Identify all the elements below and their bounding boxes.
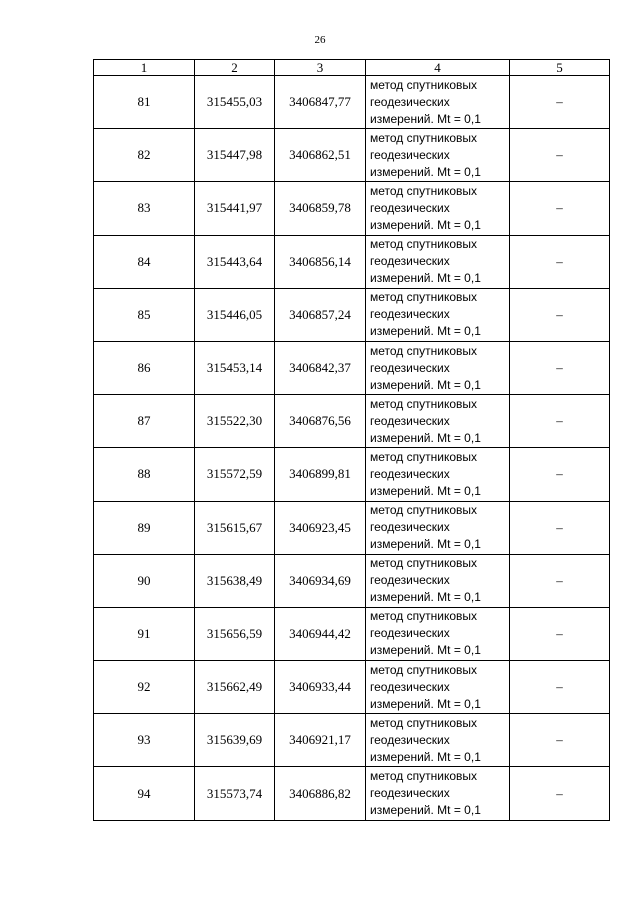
method-text-line: геодезических xyxy=(370,307,450,322)
point-number-cell: 92 xyxy=(94,661,195,714)
method-text-line: метод спутниковых xyxy=(370,77,478,92)
method-text-line: метод спутниковых xyxy=(370,343,478,358)
x-coordinate-cell: 315446,05 xyxy=(195,288,275,341)
table-row xyxy=(94,182,610,235)
y-coordinate-cell: 3406934,69 xyxy=(275,554,366,607)
point-number-cell: 81 xyxy=(94,76,195,129)
method-cell xyxy=(366,448,510,501)
method-text-line: измерений. Mt = 0,1 xyxy=(370,111,481,126)
x-coordinate-cell: 315441,97 xyxy=(195,182,275,235)
y-coordinate-cell: 3406856,14 xyxy=(275,235,366,288)
note-cell: – xyxy=(510,341,610,394)
method-text-line: геодезических xyxy=(370,413,450,428)
table-row xyxy=(94,129,610,182)
point-number-cell: 82 xyxy=(94,129,195,182)
method-cell xyxy=(366,661,510,714)
note-cell: – xyxy=(510,182,610,235)
x-coordinate-cell: 315447,98 xyxy=(195,129,275,182)
table-row xyxy=(94,767,610,820)
page-number: 26 xyxy=(314,34,326,46)
method-cell xyxy=(366,714,510,767)
x-coordinate-cell: 315615,67 xyxy=(195,501,275,554)
method-cell xyxy=(366,76,510,129)
y-coordinate-cell: 3406899,81 xyxy=(275,448,366,501)
method-text-line: метод спутниковых xyxy=(370,662,478,677)
point-number-cell: 83 xyxy=(94,182,195,235)
method-text-line: измерений. Mt = 0,1 xyxy=(370,803,481,818)
method-text-line: метод спутниковых xyxy=(370,769,478,784)
table-row xyxy=(94,661,610,714)
method-text-line: геодезических xyxy=(370,147,450,162)
method-text-line: измерений. Mt = 0,1 xyxy=(370,430,481,445)
point-number-cell: 84 xyxy=(94,235,195,288)
column-header: 4 xyxy=(366,60,510,76)
y-coordinate-cell: 3406847,77 xyxy=(275,76,366,129)
point-number-cell: 94 xyxy=(94,767,195,820)
y-coordinate-cell: 3406923,45 xyxy=(275,501,366,554)
y-coordinate-cell: 3406876,56 xyxy=(275,395,366,448)
method-text-line: метод спутниковых xyxy=(370,183,478,198)
method-cell xyxy=(366,341,510,394)
method-cell xyxy=(366,182,510,235)
method-text-line: геодезических xyxy=(370,94,450,109)
method-cell xyxy=(366,767,510,820)
method-cell xyxy=(366,235,510,288)
method-text-line: метод спутниковых xyxy=(370,237,478,252)
note-cell: – xyxy=(510,714,610,767)
method-text-line: метод спутниковых xyxy=(370,715,478,730)
note-cell: – xyxy=(510,767,610,820)
note-cell: – xyxy=(510,76,610,129)
note-cell: – xyxy=(510,501,610,554)
method-text-line: измерений. Mt = 0,1 xyxy=(370,696,481,711)
method-text-line: геодезических xyxy=(370,786,450,801)
method-text-line: измерений. Mt = 0,1 xyxy=(370,643,481,658)
x-coordinate-cell: 315656,59 xyxy=(195,607,275,660)
method-text-line: геодезических xyxy=(370,732,450,747)
method-text-line: метод спутниковых xyxy=(370,290,478,305)
table-row xyxy=(94,395,610,448)
method-text-line: геодезических xyxy=(370,466,450,481)
method-cell xyxy=(366,607,510,660)
table-row xyxy=(94,448,610,501)
x-coordinate-cell: 315573,74 xyxy=(195,767,275,820)
table-header-row xyxy=(94,60,610,76)
x-coordinate-cell: 315453,14 xyxy=(195,341,275,394)
method-text-line: измерений. Mt = 0,1 xyxy=(370,749,481,764)
method-text-line: измерений. Mt = 0,1 xyxy=(370,324,481,339)
method-text-line: метод спутниковых xyxy=(370,556,478,571)
method-text-line: метод спутниковых xyxy=(370,449,478,464)
method-cell xyxy=(366,395,510,448)
note-cell: – xyxy=(510,235,610,288)
point-number-cell: 86 xyxy=(94,341,195,394)
table-row xyxy=(94,235,610,288)
point-number-cell: 93 xyxy=(94,714,195,767)
column-header: 1 xyxy=(94,60,195,76)
note-cell: – xyxy=(510,395,610,448)
method-text-line: геодезических xyxy=(370,520,450,535)
column-header: 5 xyxy=(510,60,610,76)
method-text-line: измерений. Mt = 0,1 xyxy=(370,590,481,605)
method-text-line: метод спутниковых xyxy=(370,396,478,411)
method-cell xyxy=(366,554,510,607)
method-text-line: геодезических xyxy=(370,200,450,215)
x-coordinate-cell: 315443,64 xyxy=(195,235,275,288)
y-coordinate-cell: 3406921,17 xyxy=(275,714,366,767)
method-text-line: метод спутниковых xyxy=(370,609,478,624)
coordinates-table xyxy=(93,59,610,821)
y-coordinate-cell: 3406862,51 xyxy=(275,129,366,182)
point-number-cell: 91 xyxy=(94,607,195,660)
point-number-cell: 87 xyxy=(94,395,195,448)
note-cell: – xyxy=(510,607,610,660)
method-text-line: измерений. Mt = 0,1 xyxy=(370,537,481,552)
x-coordinate-cell: 315638,49 xyxy=(195,554,275,607)
note-cell: – xyxy=(510,129,610,182)
note-cell: – xyxy=(510,661,610,714)
method-text-line: метод спутниковых xyxy=(370,130,478,145)
method-text-line: геодезических xyxy=(370,254,450,269)
y-coordinate-cell: 3406857,24 xyxy=(275,288,366,341)
x-coordinate-cell: 315522,30 xyxy=(195,395,275,448)
x-coordinate-cell: 315572,59 xyxy=(195,448,275,501)
method-text-line: метод спутниковых xyxy=(370,503,478,518)
y-coordinate-cell: 3406944,42 xyxy=(275,607,366,660)
method-text-line: измерений. Mt = 0,1 xyxy=(370,377,481,392)
method-text-line: геодезических xyxy=(370,360,450,375)
method-text-line: геодезических xyxy=(370,626,450,641)
point-number-cell: 85 xyxy=(94,288,195,341)
method-cell xyxy=(366,288,510,341)
method-text-line: измерений. Mt = 0,1 xyxy=(370,217,481,232)
table-row xyxy=(94,554,610,607)
method-cell xyxy=(366,501,510,554)
y-coordinate-cell: 3406859,78 xyxy=(275,182,366,235)
note-cell: – xyxy=(510,554,610,607)
table-row xyxy=(94,288,610,341)
y-coordinate-cell: 3406933,44 xyxy=(275,661,366,714)
x-coordinate-cell: 315455,03 xyxy=(195,76,275,129)
method-text-line: измерений. Mt = 0,1 xyxy=(370,271,481,286)
table-body xyxy=(94,76,610,821)
table-row xyxy=(94,76,610,129)
y-coordinate-cell: 3406886,82 xyxy=(275,767,366,820)
note-cell: – xyxy=(510,288,610,341)
table-row xyxy=(94,607,610,660)
method-text-line: геодезических xyxy=(370,679,450,694)
y-coordinate-cell: 3406842,37 xyxy=(275,341,366,394)
x-coordinate-cell: 315662,49 xyxy=(195,661,275,714)
note-cell: – xyxy=(510,448,610,501)
column-header: 2 xyxy=(195,60,275,76)
method-text-line: геодезических xyxy=(370,573,450,588)
method-text-line: измерений. Mt = 0,1 xyxy=(370,483,481,498)
table-row xyxy=(94,341,610,394)
column-header: 3 xyxy=(275,60,366,76)
point-number-cell: 88 xyxy=(94,448,195,501)
method-cell xyxy=(366,129,510,182)
method-text-line: измерений. Mt = 0,1 xyxy=(370,164,481,179)
x-coordinate-cell: 315639,69 xyxy=(195,714,275,767)
point-number-cell: 89 xyxy=(94,501,195,554)
point-number-cell: 90 xyxy=(94,554,195,607)
table-row xyxy=(94,714,610,767)
table-row xyxy=(94,501,610,554)
